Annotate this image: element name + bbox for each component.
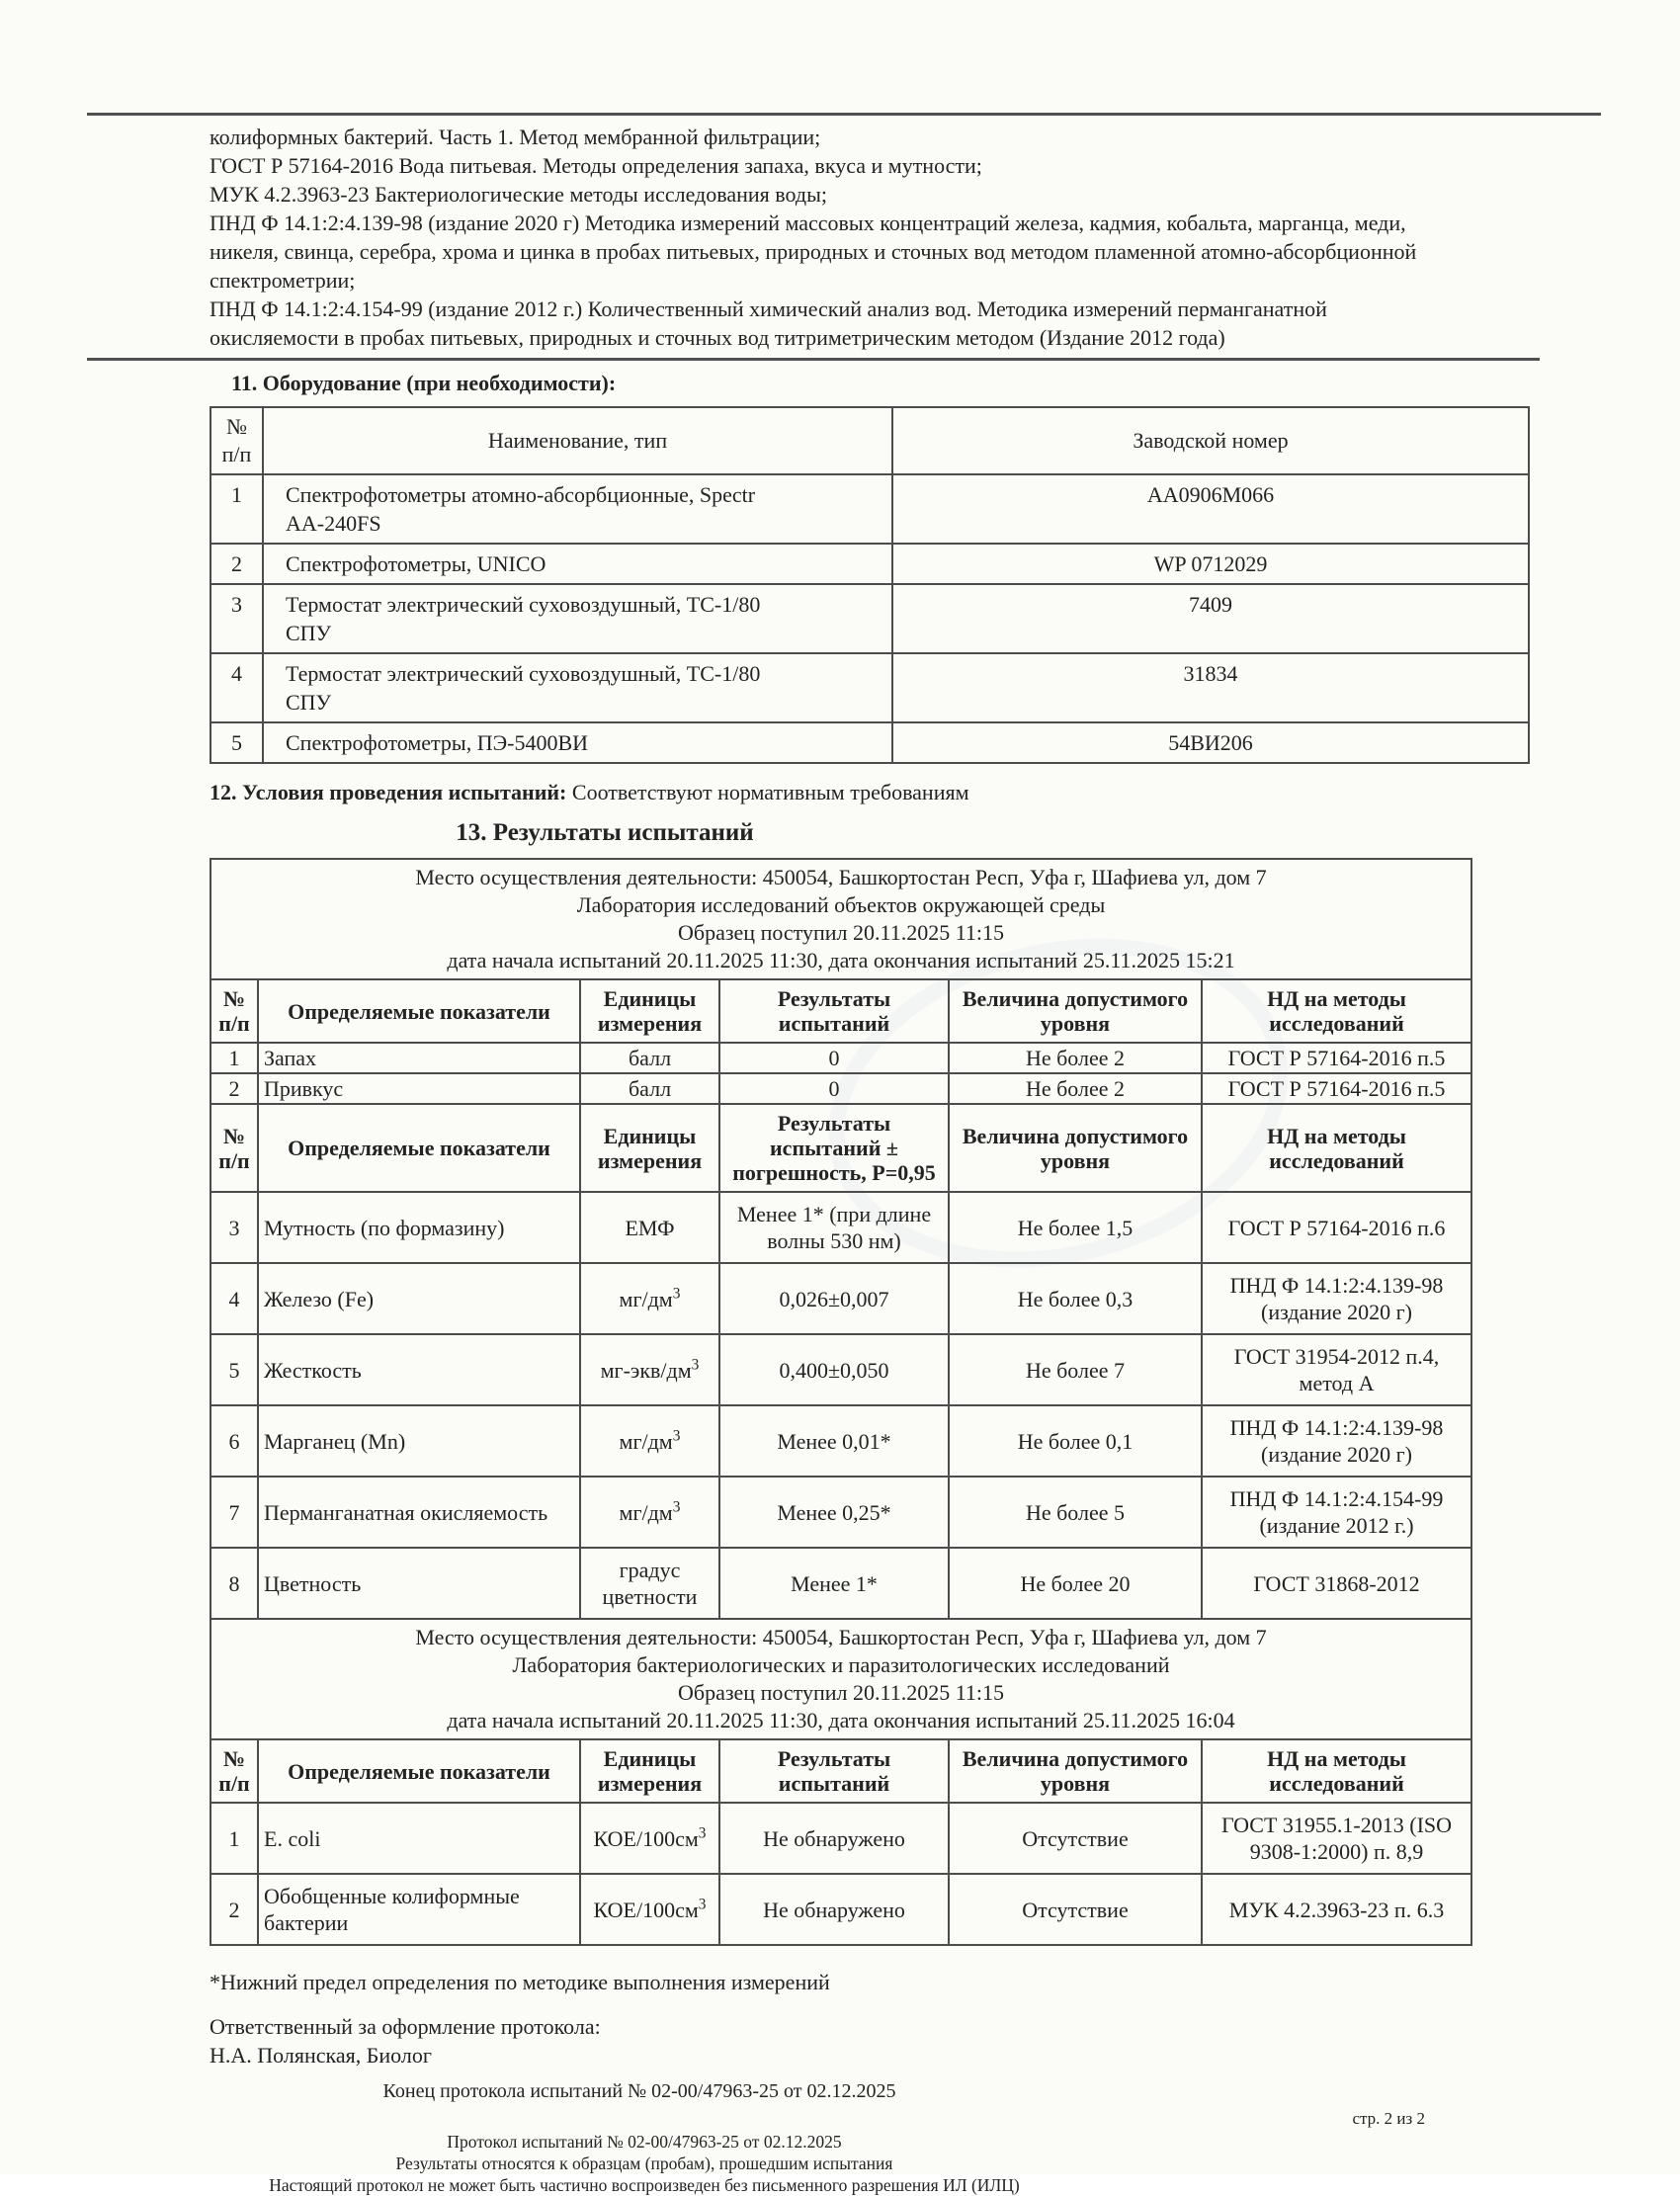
section11-heading: 11. Оборудование (при необходимости): <box>231 371 617 395</box>
result-unit: балл <box>580 1073 719 1104</box>
results-col-header: Величина допустимого уровня <box>949 1104 1202 1192</box>
results-col-header: НД на методы исследований <box>1202 1739 1471 1803</box>
results-meta-row <box>210 1619 1471 1739</box>
result-method: ПНД Ф 14.1:2:4.154-99 (издание 2012 г.) <box>1202 1477 1471 1548</box>
result-value: 0 <box>719 1073 949 1104</box>
equipment-row <box>210 474 1529 544</box>
result-number: 2 <box>210 1874 258 1945</box>
results-row <box>210 1043 1471 1073</box>
result-indicator: E. coli <box>258 1803 580 1874</box>
equipment-row-serial: 31834 <box>892 653 1529 722</box>
equipment-col-number: № п/п <box>210 407 263 474</box>
results-meta-line: Образец поступил 20.11.2025 11:15 <box>678 920 1004 945</box>
equipment-col-name: Наименование, тип <box>263 407 892 474</box>
results-col-header: № п/п <box>210 979 258 1043</box>
results-row <box>210 1073 1471 1104</box>
result-number: 2 <box>210 1073 258 1104</box>
result-unit: $мг-экв/дм^3$ <box>580 1334 719 1405</box>
equipment-row-number: 4 <box>210 653 263 722</box>
result-unit: КОЕ/$100см^3$ <box>580 1803 719 1874</box>
result-method: ГОСТ Р 57164-2016 п.6 <box>1202 1192 1471 1263</box>
result-method: ГОСТ 31868-2012 <box>1202 1548 1471 1619</box>
results-col-header: Единицы измерения <box>580 979 719 1043</box>
intro-line: МУК 4.2.3963-23 Бактериологические методы исследования воды; <box>210 182 827 207</box>
equipment-row <box>210 544 1529 584</box>
section-divider <box>87 358 1540 361</box>
results-row <box>210 1263 1471 1334</box>
results-col-header: № п/п <box>210 1739 258 1803</box>
equipment-row-serial: 7409 <box>892 584 1529 653</box>
results-col-header: Определяемые показатели <box>258 1104 580 1192</box>
results-meta-row <box>210 859 1471 979</box>
results-table-body <box>210 859 1471 1945</box>
result-value: Менее 0,01* <box>719 1405 949 1477</box>
result-unit: $мг/дм^3$ <box>580 1263 719 1334</box>
result-value: Не обнаружено <box>719 1874 949 1945</box>
intro-methods <box>210 123 1435 352</box>
result-unit: КОЕ/$100см^3$ <box>580 1874 719 1945</box>
equipment-row-number: 1 <box>210 474 263 544</box>
result-number: 6 <box>210 1405 258 1477</box>
result-value: 0,400±0,050 <box>719 1334 949 1405</box>
equipment-col-serial: Заводской номер <box>892 407 1529 474</box>
result-method: ГОСТ 31955.1-2013 (ISO 9308-1:2000) п. 8,9 <box>1202 1803 1471 1874</box>
result-allowed: Не более 2 <box>949 1043 1202 1073</box>
result-method: ГОСТ Р 57164-2016 п.5 <box>1202 1073 1471 1104</box>
intro-line: ГОСТ Р 57164-2016 Вода питьевая. Методы определения запаха, вкуса и мутности; <box>210 153 982 178</box>
equipment-row-serial: WP 0712029 <box>892 544 1529 584</box>
intro-line: колиформных бактерий. Часть 1. Метод мембранной фильтрации; <box>210 125 821 149</box>
equipment-header-row <box>210 407 1529 474</box>
result-method: МУК 4.2.3963-23 п. 6.3 <box>1202 1874 1471 1945</box>
results-header-row <box>210 1104 1471 1192</box>
results-col-header: Величина допустимого уровня <box>949 979 1202 1043</box>
page-content <box>210 123 1538 2196</box>
results-meta-block <box>210 859 1471 979</box>
responsible-name: Н.А. Полянская, Биолог <box>210 2043 432 2068</box>
results-row <box>210 1334 1471 1405</box>
results-col-header: Определяемые показатели <box>258 979 580 1043</box>
results-meta-line: Образец поступил 20.11.2025 11:15 <box>678 1680 1004 1705</box>
results-col-header: Определяемые показатели <box>258 1739 580 1803</box>
result-allowed: Отсутствие <box>949 1874 1202 1945</box>
result-allowed: Не более 5 <box>949 1477 1202 1548</box>
result-number: 4 <box>210 1263 258 1334</box>
result-number: 8 <box>210 1548 258 1619</box>
footer-copy-line: Настоящий протокол не может быть частично воспроизведен без письменного разрешения ИЛ (ИЛЦ) <box>269 2175 1020 2195</box>
result-indicator: Железо (Fe) <box>258 1263 580 1334</box>
result-indicator: Запах <box>258 1043 580 1073</box>
lower-limit-footnote: *Нижний предел определения по методике выполнения измерений <box>210 1970 830 1994</box>
results-meta-block <box>210 1619 1471 1739</box>
intro-line: ПНД Ф 14.1:2:4.139-98 (издание 2020 г) Методика измерений массовых концентраций железа, кадмия, кобальта, марганца, меди, никеля, свинца, серебра, хрома и цинка в пробах питьевых, природных и сточных вод методом пламенной атомно-абсорбционной спектрометрии; <box>210 211 1417 293</box>
results-col-header: Результаты испытаний <box>719 1739 949 1803</box>
equipment-row <box>210 653 1529 722</box>
result-allowed: Не более 7 <box>949 1334 1202 1405</box>
equipment-row-name: Спектрофотометры, ПЭ-5400ВИ <box>263 722 892 763</box>
result-unit: градус цветности <box>580 1548 719 1619</box>
result-indicator: Перманганатная окисляемость <box>258 1477 580 1548</box>
result-indicator: Мутность (по формазину) <box>258 1192 580 1263</box>
result-number: 7 <box>210 1477 258 1548</box>
intro-line: ПНД Ф 14.1:2:4.154-99 (издание 2012 г.) Количественный химический анализ вод. Методика измерений перманганатной окисляемости в пробах питьевых, природных и сточных вод титриметрическим методом (Издание 2012 года) <box>210 296 1327 350</box>
results-col-header: № п/п <box>210 1104 258 1192</box>
results-meta-line: Лаборатория бактериологических и паразитологических исследований <box>512 1652 1170 1677</box>
result-unit: ЕМФ <box>580 1192 719 1263</box>
top-divider <box>87 113 1601 116</box>
results-col-header: Результаты испытаний <box>719 979 949 1043</box>
results-row <box>210 1192 1471 1263</box>
results-meta-line: Место осуществления деятельности: 450054, Башкортостан Респ, Уфа г, Шафиева ул, дом 7 <box>415 865 1267 889</box>
footer-notes <box>210 2131 1079 2196</box>
result-method: ПНД Ф 14.1:2:4.139-98 (издание 2020 г) <box>1202 1405 1471 1477</box>
results-col-header: НД на методы исследований <box>1202 979 1471 1043</box>
result-number: 1 <box>210 1043 258 1073</box>
results-table <box>210 858 1472 1946</box>
responsible-block <box>210 2012 1538 2069</box>
equipment-row-name: Спектрофотометры, UNICO <box>263 544 892 584</box>
results-col-header: Единицы измерения <box>580 1739 719 1803</box>
responsible-label: Ответственный за оформление протокола: <box>210 2014 601 2039</box>
equipment-table-body <box>210 474 1529 763</box>
results-col-header: Величина допустимого уровня <box>949 1739 1202 1803</box>
result-unit: $мг/дм^3$ <box>580 1405 719 1477</box>
equipment-row-number: 5 <box>210 722 263 763</box>
result-value: 0,026±0,007 <box>719 1263 949 1334</box>
result-indicator: Цветность <box>258 1548 580 1619</box>
result-value: 0 <box>719 1043 949 1073</box>
equipment-row-number: 2 <box>210 544 263 584</box>
result-unit: $мг/дм^3$ <box>580 1477 719 1548</box>
result-allowed: Не более 20 <box>949 1548 1202 1619</box>
equipment-row-serial: 54ВИ206 <box>892 722 1529 763</box>
results-meta-line: Лаборатория исследований объектов окружающей среды <box>576 892 1106 917</box>
results-meta-line: дата начала испытаний 20.11.2025 11:30, дата окончания испытаний 25.11.2025 15:21 <box>447 948 1235 972</box>
footer-protocol-line: Протокол испытаний № 02-00/47963-25 от 02.12.2025 <box>447 2132 842 2152</box>
result-value: Менее 0,25* <box>719 1477 949 1548</box>
results-col-header: НД на методы исследований <box>1202 1104 1471 1192</box>
footer-results-line: Результаты относятся к образцам (пробам), прошедшим испытания <box>395 2154 893 2173</box>
result-allowed: Не более 0,1 <box>949 1405 1202 1477</box>
results-col-header: Результаты испытаний ± погрешность, Р=0,95 <box>719 1104 949 1192</box>
protocol-end-line: Конец протокола испытаний № 02-00/47963-25 от 02.12.2025 <box>382 2080 896 2102</box>
results-col-header: Единицы измерения <box>580 1104 719 1192</box>
section12-value: Соответствуют нормативным требованиям <box>571 780 969 804</box>
section12-label: 12. Условия проведения испытаний: <box>210 780 567 804</box>
equipment-row-serial: AA0906M066 <box>892 474 1529 544</box>
equipment-table <box>210 406 1530 764</box>
result-allowed: Не более 2 <box>949 1073 1202 1104</box>
results-row <box>210 1803 1471 1874</box>
result-value: Менее 1* (при длине волны 530 нм) <box>719 1192 949 1263</box>
result-value: Не обнаружено <box>719 1803 949 1874</box>
result-number: 3 <box>210 1192 258 1263</box>
results-row <box>210 1405 1471 1477</box>
equipment-row-name: Спектрофотометры атомно-абсорбционные, Spectr AA-240FS <box>263 474 892 544</box>
result-indicator: Привкус <box>258 1073 580 1104</box>
result-method: ГОСТ 31954-2012 п.4, метод А <box>1202 1334 1471 1405</box>
equipment-row <box>210 722 1529 763</box>
result-method: ГОСТ Р 57164-2016 п.5 <box>1202 1043 1471 1073</box>
results-row <box>210 1477 1471 1548</box>
result-number: 5 <box>210 1334 258 1405</box>
results-row <box>210 1548 1471 1619</box>
result-allowed: Отсутствие <box>949 1803 1202 1874</box>
results-meta-line: дата начала испытаний 20.11.2025 11:30, дата окончания испытаний 25.11.2025 16:04 <box>447 1708 1235 1732</box>
equipment-row-name: Термостат электрический суховоздушный, ТС-1/80 СПУ <box>263 584 892 653</box>
result-allowed: Не более 0,3 <box>949 1263 1202 1334</box>
section12-line <box>210 778 1538 806</box>
result-unit: балл <box>580 1043 719 1073</box>
result-method: ПНД Ф 14.1:2:4.139-98 (издание 2020 г) <box>1202 1263 1471 1334</box>
results-row <box>210 1874 1471 1945</box>
result-number: 1 <box>210 1803 258 1874</box>
result-indicator: Марганец (Mn) <box>258 1405 580 1477</box>
results-meta-line: Место осуществления деятельности: 450054, Башкортостан Респ, Уфа г, Шафиева ул, дом 7 <box>415 1625 1267 1649</box>
result-indicator: Обобщенные колиформные бактерии <box>258 1874 580 1945</box>
page-number: стр. 2 из 2 <box>1352 2109 1425 2128</box>
equipment-row-name: Термостат электрический суховоздушный, ТС-1/80 СПУ <box>263 653 892 722</box>
results-header-row <box>210 979 1471 1043</box>
results-header-row <box>210 1739 1471 1803</box>
equipment-row <box>210 584 1529 653</box>
equipment-row-number: 3 <box>210 584 263 653</box>
result-allowed: Не более 1,5 <box>949 1192 1202 1263</box>
result-value: Менее 1* <box>719 1548 949 1619</box>
result-indicator: Жесткость <box>258 1334 580 1405</box>
section13-heading: 13. Результаты испытаний <box>456 819 754 846</box>
